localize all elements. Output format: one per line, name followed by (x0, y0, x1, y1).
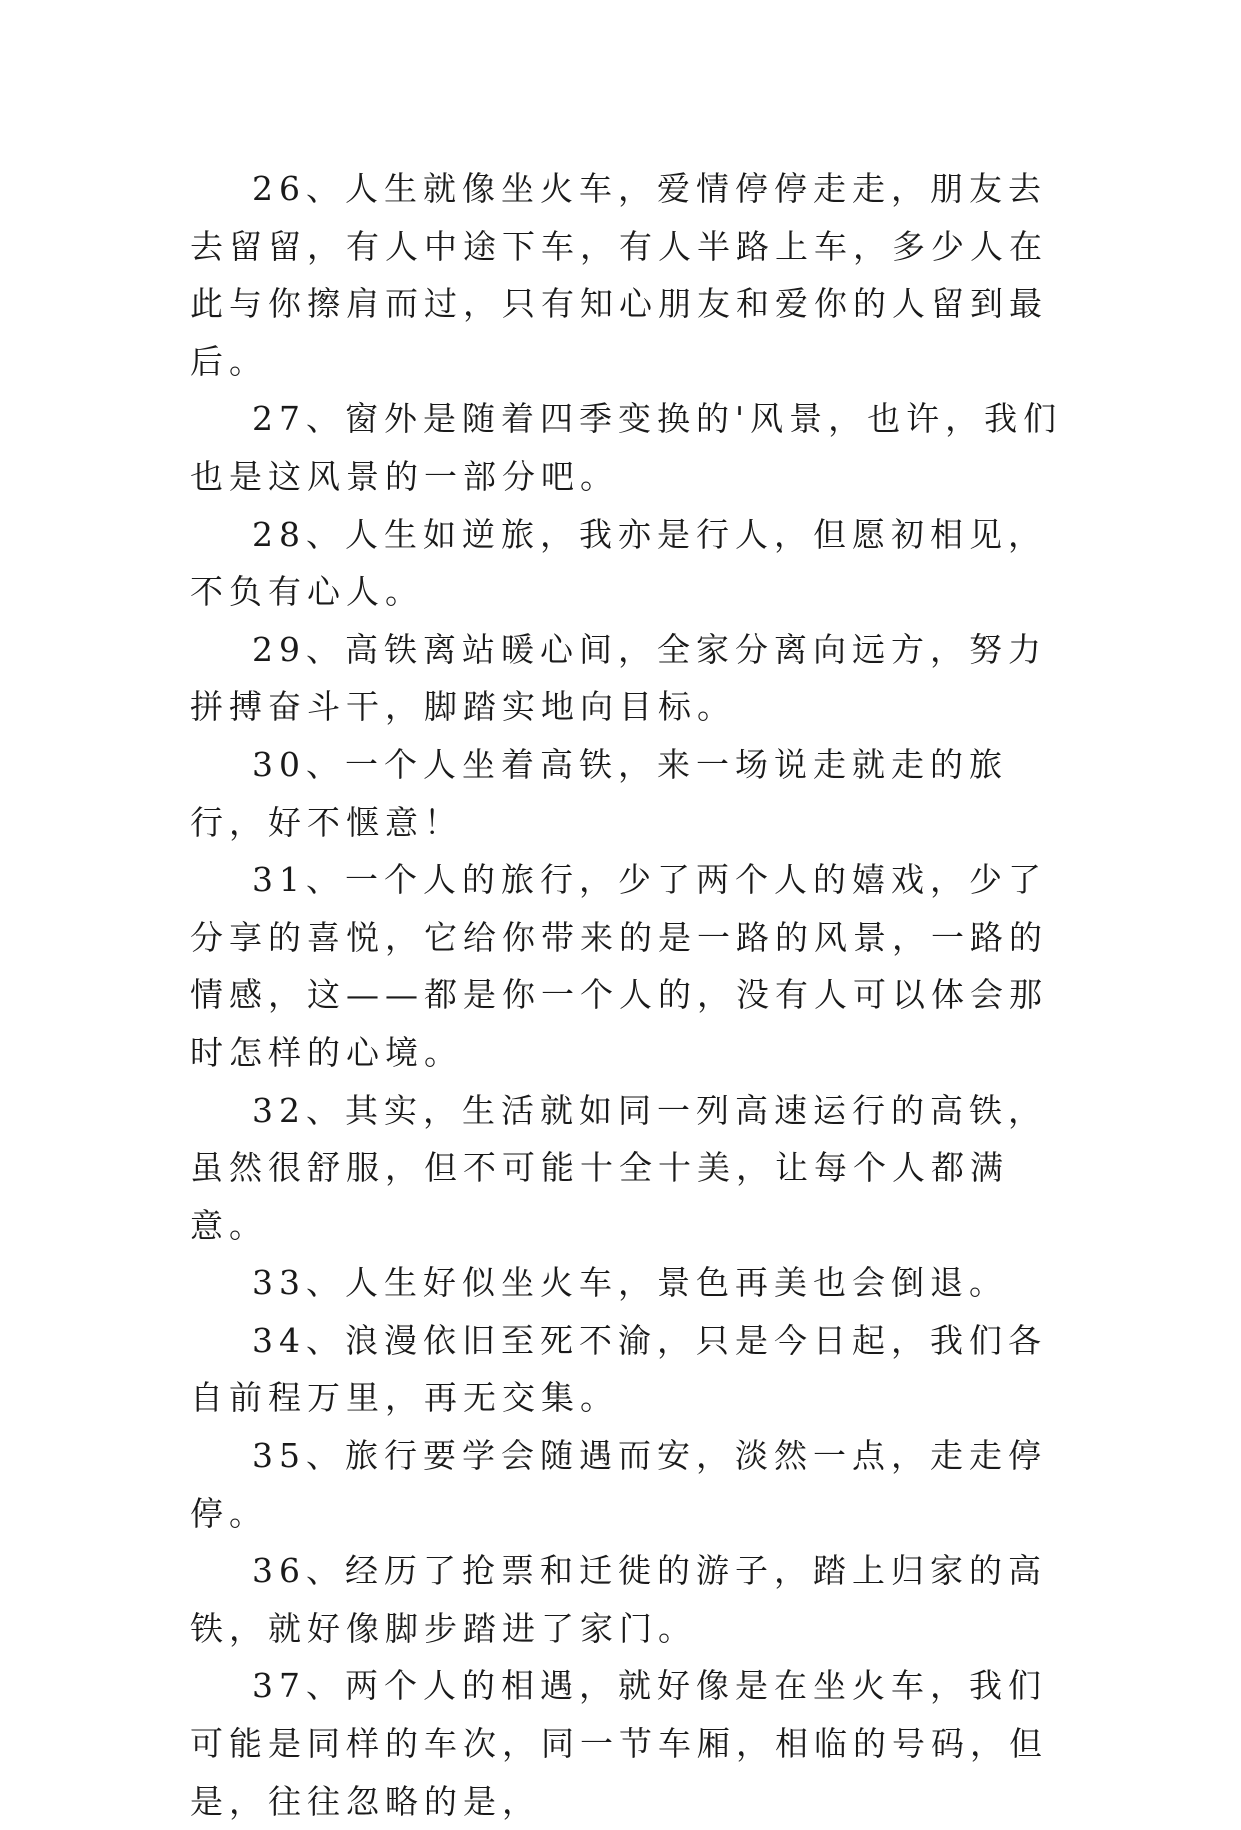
paragraph-37: 37、两个人的相遇，就好像是在坐火车，我们可能是同样的车次，同一节车厢，相临的号码，但是，往往忽略的是， (190, 1666, 1048, 1821)
document-body (190, 160, 1070, 1830)
paragraph-36: 36、经历了抢票和迁徙的游子，踏上归家的高铁，就好像脚步踏进了家门。 (190, 1551, 1047, 1648)
paragraph-27: 27、窗外是随着四季变换的'风景，也许，我们也是这风景的一部分吧。 (190, 399, 1063, 496)
paragraph-33: 33、人生好似坐火车，景色再美也会倒退。 (252, 1263, 1008, 1303)
paragraph-30: 30、一个人坐着高铁，来一场说走就走的旅行，好不惬意！ (190, 744, 1008, 842)
paragraph-32: 32、其实，生活就如同一列高速运行的高铁，虽然很舒服，但不可能十全十美，让每个人都满意。 (190, 1090, 1047, 1245)
paragraph-35: 35、旅行要学会随遇而安，淡然一点，走走停停。 (190, 1436, 1047, 1533)
paragraph-34: 34、浪漫依旧至死不渝，只是今日起，我们各自前程万里，再无交集。 (190, 1320, 1047, 1418)
paragraph-28: 28、人生如逆旅，我亦是行人，但愿初相见，不负有心人。 (190, 514, 1047, 612)
paragraph-29: 29、高铁离站暖心间，全家分离向远方，努力拼搏奋斗干，脚踏实地向目标。 (190, 629, 1047, 727)
paragraph-31: 31、一个人的旅行，少了两个人的嬉戏，少了分享的喜悦，它给你带来的是一路的风景，一路的情感，这——都是你一个人的，没有人可以体会那时怎样的心境。 (190, 860, 1048, 1072)
paragraph-26: 26、人生就像坐火车，爱情停停走走，朋友去去留留，有人中途下车，有人半路上车，多少人在此与你擦肩而过，只有知心朋友和爱你的人留到最后。 (190, 169, 1048, 381)
